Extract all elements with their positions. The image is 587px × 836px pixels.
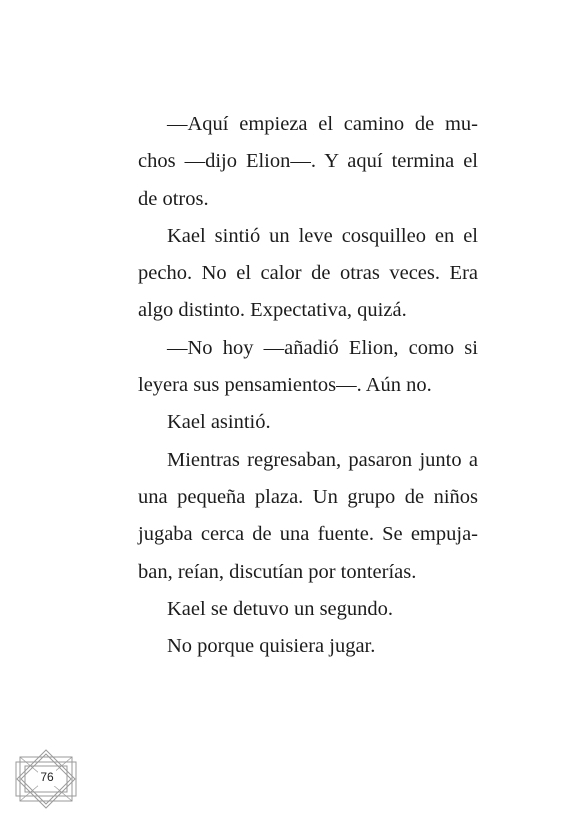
page-number: 76	[38, 768, 56, 786]
paragraph-5: Mientras regresaban, pasaron junto a una pequeña plaza. Un grupo de niños jugaba cerca de una fuente. Se empujaban, reían, discutían por tonterías.	[138, 448, 478, 583]
paragraph-6: Kael se detuvo un segundo.	[167, 597, 394, 620]
paragraph-1: —Aquí empieza el camino de muchos —dijo Elion—. Y aquí termina el de otros.	[138, 113, 478, 210]
paragraph-2: Kael sintió un leve cosquilleo en el pecho. No el calor de otras veces. Era algo distinto. Expectativa, quizá.	[138, 224, 478, 322]
paragraph-7: No porque quisiera jugar.	[167, 635, 376, 658]
body-text	[138, 106, 478, 665]
page-number-ornament	[12, 749, 80, 809]
paragraph-4: Kael asintió.	[167, 411, 271, 434]
paragraph-3: —No hoy —añadió Elion, como si leyera sus pensamientos—. Aún no.	[138, 336, 478, 397]
